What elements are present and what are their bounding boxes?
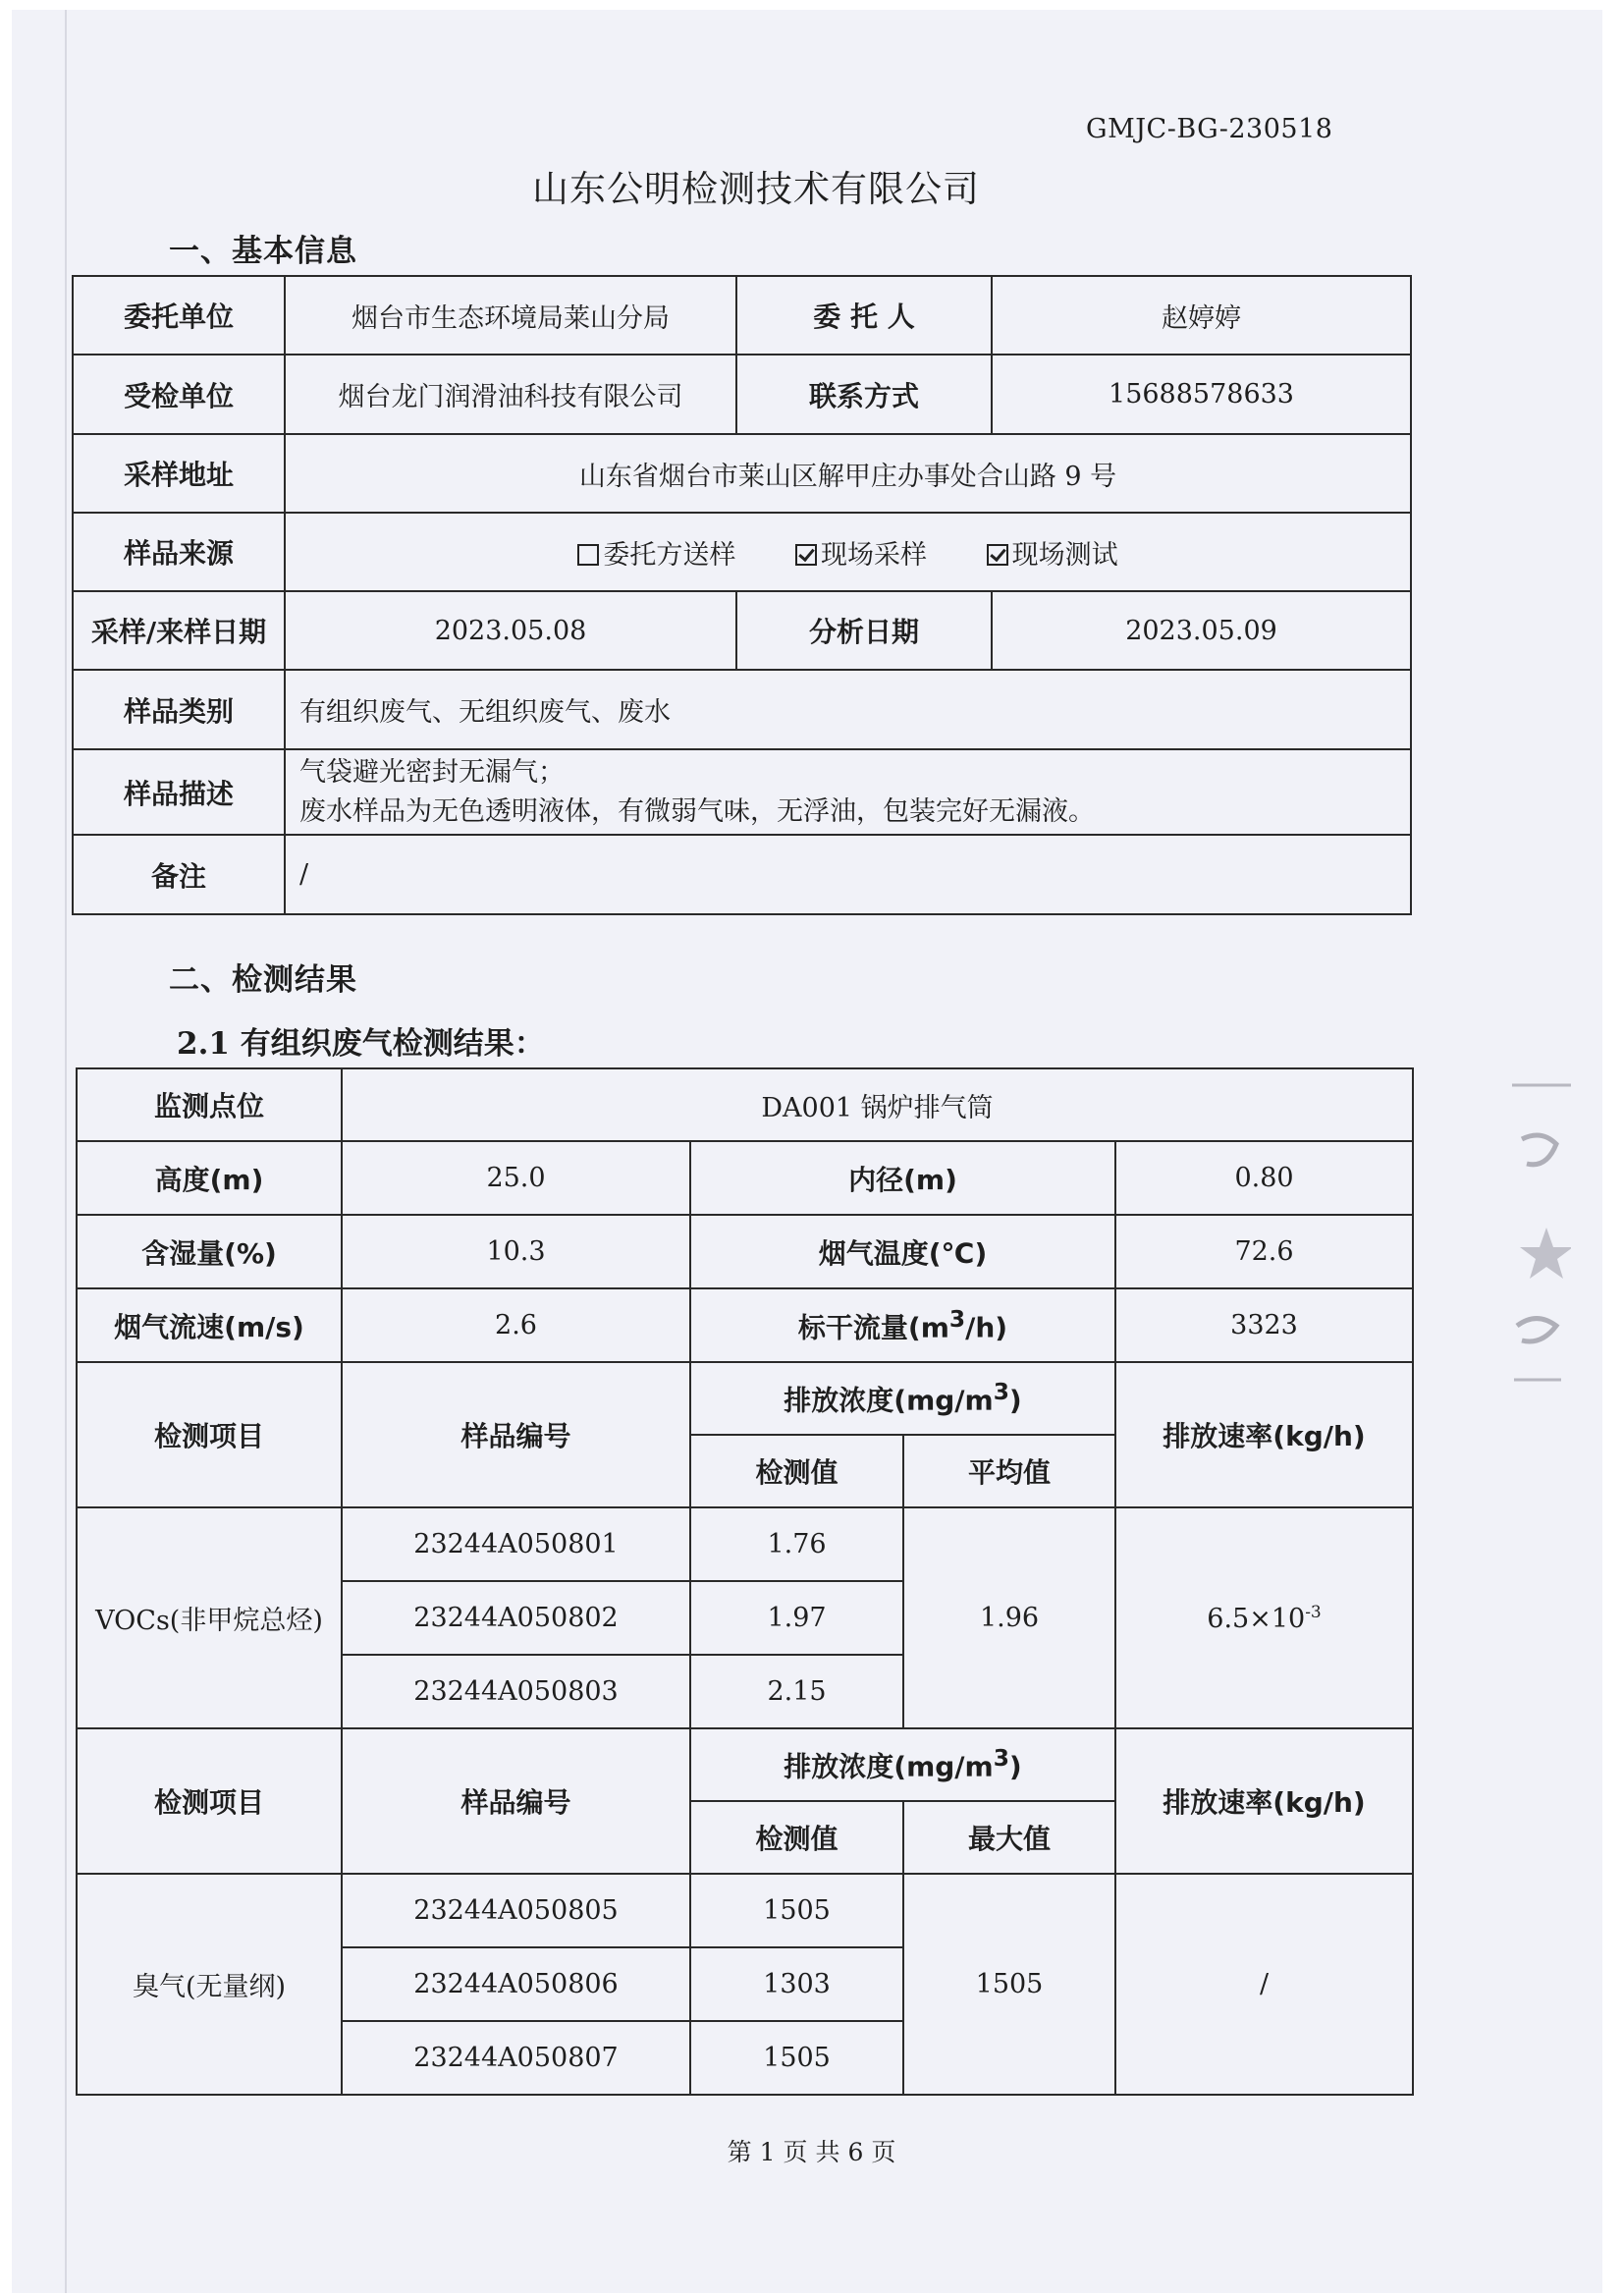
col-item-header: 检测项目 xyxy=(77,1362,342,1507)
vocs-measured-value: 1.97 xyxy=(690,1581,903,1655)
row-velocity xyxy=(77,1288,1413,1362)
standard-flow-label-unit: /h) xyxy=(965,1311,1008,1344)
remark-value: / xyxy=(285,835,1411,914)
odor-item-name: 臭气(无量纲) xyxy=(77,1874,342,2095)
inspected-label: 受检单位 xyxy=(73,355,285,434)
odor-header-row-1 xyxy=(77,1728,1413,1801)
sampling-date-value: 2023.05.08 xyxy=(285,591,736,670)
concentration-header-text: 排放浓度(mg/m xyxy=(784,1750,994,1783)
entruster-label: 委 托 人 xyxy=(736,276,992,355)
analysis-date-value: 2023.05.09 xyxy=(992,591,1411,670)
gas-temperature-label: 烟气温度(℃) xyxy=(690,1215,1115,1288)
client-label: 委托单位 xyxy=(73,276,285,355)
description-label: 样品描述 xyxy=(73,749,285,835)
page-current: 1 xyxy=(759,2138,776,2166)
vocs-sample-id: 23244A050801 xyxy=(342,1507,690,1581)
row-category xyxy=(73,670,1411,749)
checkbox-checked-icon xyxy=(795,544,817,566)
source-option-onsite-sampling[interactable] xyxy=(795,533,927,572)
contact-value: 15688578633 xyxy=(992,355,1411,434)
superscript: 3 xyxy=(993,1744,1009,1773)
diameter-label: 内径(m) xyxy=(690,1141,1115,1215)
page-middle: 页 共 xyxy=(783,2138,840,2166)
inspected-value: 烟台龙门润滑油科技有限公司 xyxy=(285,355,736,434)
page-fold-line xyxy=(65,10,67,2293)
odor-sample-id: 23244A050806 xyxy=(342,1947,690,2021)
vocs-sample-id: 23244A050802 xyxy=(342,1581,690,1655)
vocs-sample-id: 23244A050803 xyxy=(342,1655,690,1728)
checkbox-unchecked-icon xyxy=(577,544,599,566)
odor-max-value: 1505 xyxy=(903,1874,1115,2095)
col-rate-header: 排放速率(kg/h) xyxy=(1115,1728,1413,1874)
odor-measured-value: 1505 xyxy=(690,1874,903,1947)
concentration-header-close: ) xyxy=(1008,1384,1022,1417)
odor-measured-value: 1505 xyxy=(690,2021,903,2095)
vocs-row xyxy=(77,1507,1413,1581)
section-basic-info-title: 一、基本信息 xyxy=(169,234,357,269)
address-label: 采样地址 xyxy=(73,434,285,513)
page-number xyxy=(0,2133,1623,2168)
source-option-label: 委托方送样 xyxy=(603,539,736,571)
col-sample-header: 样品编号 xyxy=(342,1728,690,1874)
vocs-item-name: VOCs(非甲烷总烃) xyxy=(77,1507,342,1728)
col-average-header: 平均值 xyxy=(903,1435,1115,1507)
col-max-header: 最大值 xyxy=(903,1801,1115,1874)
section-results-title: 二、检测结果 xyxy=(169,962,357,998)
row-height xyxy=(77,1141,1413,1215)
standard-flow-label xyxy=(690,1288,1115,1362)
row-dates xyxy=(73,591,1411,670)
odor-measured-value: 1303 xyxy=(690,1947,903,2021)
address-value: 山东省烟台市莱山区解甲庄办事处合山路 9 号 xyxy=(285,434,1411,513)
description-value xyxy=(285,749,1411,835)
concentration-header-text: 排放浓度(mg/m xyxy=(784,1384,994,1417)
vocs-emission-rate xyxy=(1115,1507,1413,1728)
moisture-value: 10.3 xyxy=(342,1215,690,1288)
vocs-rate-base: 6.5×10 xyxy=(1207,1603,1306,1634)
row-remark xyxy=(73,835,1411,914)
sampling-date-label: 采样/来样日期 xyxy=(73,591,285,670)
monitor-point-value: DA001 锅炉排气筒 xyxy=(342,1068,1413,1141)
document-code: GMJC-BG-230518 xyxy=(1086,114,1333,144)
seal-stamp-fragment xyxy=(1502,1080,1571,1394)
source-option-label: 现场测试 xyxy=(1011,539,1118,571)
subsection-organized-exhaust-title: 2.1 有组织废气检测结果： xyxy=(177,1026,545,1062)
odor-sample-id: 23244A050805 xyxy=(342,1874,690,1947)
odor-sample-id: 23244A050807 xyxy=(342,2021,690,2095)
superscript: 3 xyxy=(993,1378,1009,1406)
company-title: 山东公明检测技术有限公司 xyxy=(532,168,980,210)
description-line-1: 气袋避光密封无漏气； xyxy=(299,756,565,788)
concentration-header-close: ) xyxy=(1008,1750,1022,1783)
gas-temperature-value: 72.6 xyxy=(1115,1215,1413,1288)
gas-velocity-value: 2.6 xyxy=(342,1288,690,1362)
vocs-header-row-1 xyxy=(77,1362,1413,1435)
source-option-onsite-test[interactable] xyxy=(987,533,1118,572)
col-sample-header: 样品编号 xyxy=(342,1362,690,1507)
contact-label: 联系方式 xyxy=(736,355,992,434)
results-table xyxy=(76,1067,1414,2096)
source-option-client-delivery[interactable] xyxy=(577,533,735,572)
vocs-average-value: 1.96 xyxy=(903,1507,1115,1728)
gas-velocity-label: 烟气流速(m/s) xyxy=(77,1288,342,1362)
source-options xyxy=(285,513,1411,591)
col-item-header: 检测项目 xyxy=(77,1728,342,1874)
page-suffix: 页 xyxy=(871,2138,896,2166)
vocs-rate-exponent: -3 xyxy=(1305,1602,1322,1622)
page-prefix: 第 xyxy=(727,2138,752,2166)
height-label: 高度(m) xyxy=(77,1141,342,1215)
checkbox-checked-icon xyxy=(987,544,1008,566)
description-line-2: 废水样品为无色透明液体，有微弱气味，无浮油，包装完好无漏液。 xyxy=(299,795,1095,827)
row-description xyxy=(73,749,1411,835)
col-concentration-header xyxy=(690,1728,1115,1801)
row-address xyxy=(73,434,1411,513)
row-source xyxy=(73,513,1411,591)
col-measured-header: 检测值 xyxy=(690,1801,903,1874)
basic-info-table xyxy=(72,275,1412,915)
row-monitor-point xyxy=(77,1068,1413,1141)
client-value: 烟台市生态环境局莱山分局 xyxy=(285,276,736,355)
monitor-point-label: 监测点位 xyxy=(77,1068,342,1141)
odor-emission-rate: / xyxy=(1115,1874,1413,2095)
row-client xyxy=(73,276,1411,355)
standard-flow-value: 3323 xyxy=(1115,1288,1413,1362)
vocs-measured-value: 1.76 xyxy=(690,1507,903,1581)
analysis-date-label: 分析日期 xyxy=(736,591,992,670)
page-total: 6 xyxy=(847,2138,864,2166)
diameter-value: 0.80 xyxy=(1115,1141,1413,1215)
source-label: 样品来源 xyxy=(73,513,285,591)
col-concentration-header xyxy=(690,1362,1115,1435)
col-rate-header: 排放速率(kg/h) xyxy=(1115,1362,1413,1507)
moisture-label: 含湿量(%) xyxy=(77,1215,342,1288)
category-label: 样品类别 xyxy=(73,670,285,749)
source-option-label: 现场采样 xyxy=(821,539,927,571)
entruster-value: 赵婷婷 xyxy=(992,276,1411,355)
category-value: 有组织废气、无组织废气、废水 xyxy=(285,670,1411,749)
remark-label: 备注 xyxy=(73,835,285,914)
height-value: 25.0 xyxy=(342,1141,690,1215)
col-measured-header: 检测值 xyxy=(690,1435,903,1507)
row-moisture xyxy=(77,1215,1413,1288)
vocs-measured-value: 2.15 xyxy=(690,1655,903,1728)
odor-row xyxy=(77,1874,1413,1947)
row-inspected xyxy=(73,355,1411,434)
standard-flow-label-text: 标干流量(m xyxy=(797,1311,949,1344)
superscript: 3 xyxy=(948,1304,966,1333)
